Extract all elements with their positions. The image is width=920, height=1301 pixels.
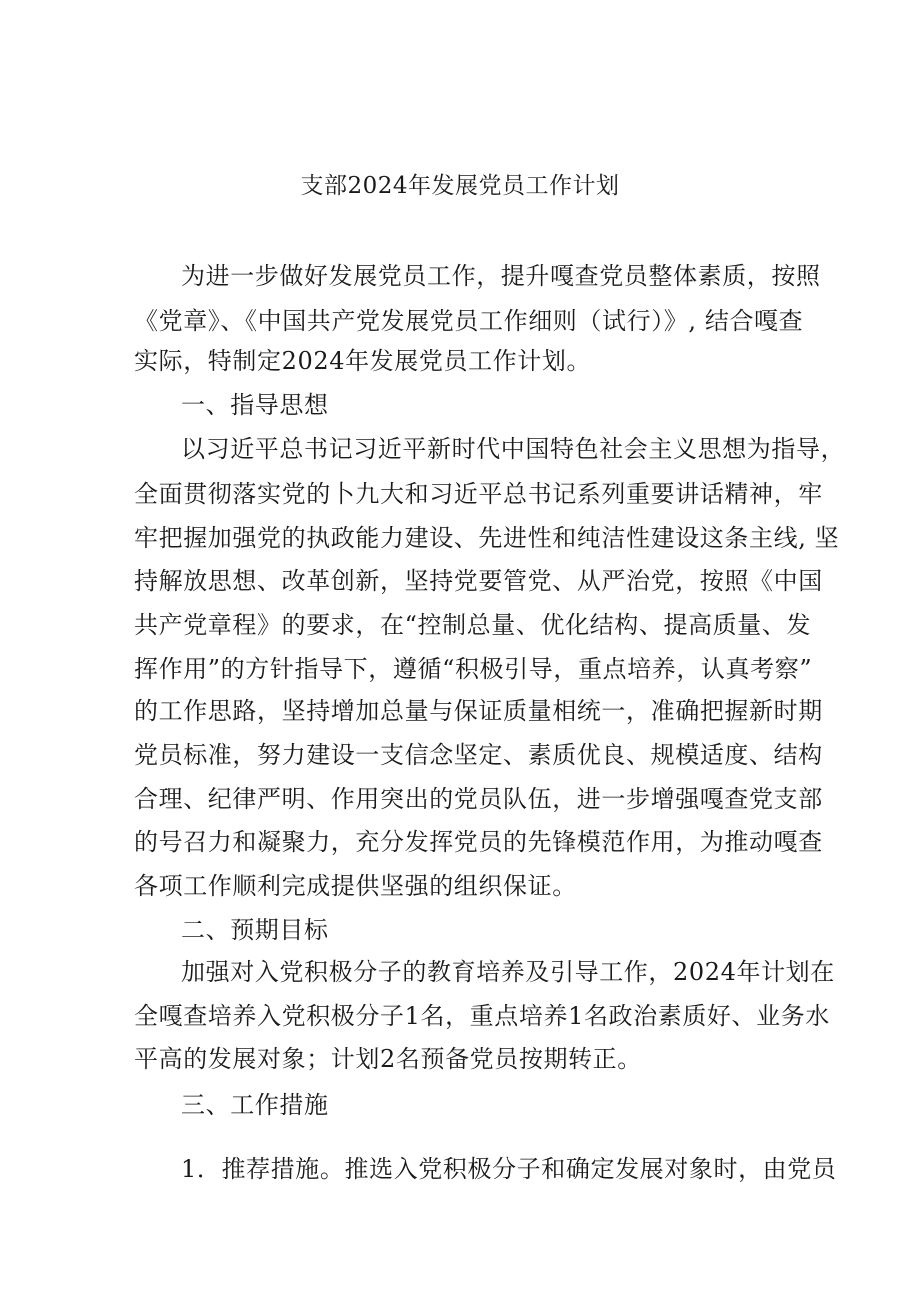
paragraph-line: 牢把握加强党的执政能力建设、先进性和纯洁性建设这条主线, 坚 bbox=[134, 524, 840, 552]
paragraph-line: 加强对入党积极分子的教育培养及引导工作，2024年计划在 bbox=[181, 958, 835, 986]
paragraph-line: 党员标准，努力建设一支信念坚定、素质优良、规模适度、结构 bbox=[134, 741, 823, 769]
document-title: 支部2024年发展党员工作计划 bbox=[300, 173, 620, 199]
paragraph-line: 持解放思想、改革创新，坚持党要管党、从严治党，按照《中国 bbox=[134, 567, 823, 595]
paragraph-line: 共产党章程》的要求，在“控制总量、优化结构、提高质量、发 bbox=[134, 611, 812, 639]
paragraph-line: 全嘎查培养入党积极分子1名，重点培养1名政治素质好、业务水 bbox=[134, 1002, 830, 1030]
paragraph-line: 的号召力和凝聚力，充分发挥党员的先锋模范作用，为推动嘎查 bbox=[134, 828, 823, 856]
paragraph-line: 各项工作顺利完成提供坚强的组织保证。 bbox=[134, 872, 577, 900]
paragraph-line: 实际，特制定2024年发展党员工作计划。 bbox=[134, 347, 592, 375]
section-heading: 一、指导思想 bbox=[181, 391, 329, 419]
section-heading: 三、工作措施 bbox=[181, 1091, 329, 1119]
paragraph-line: 平高的发展对象；计划2名预备党员按期转正。 bbox=[134, 1045, 642, 1073]
paragraph-line: 为进一步做好发展党员工作，提升嘎查党员整体素质，按照 bbox=[181, 262, 821, 290]
paragraph-line: 合理、纪律严明、作用突出的党员队伍，进一步增强嘎查党支部 bbox=[134, 785, 823, 813]
paragraph-line: 1．推荐措施。推选入党积极分子和确定发展对象时，由党员 bbox=[181, 1155, 837, 1183]
paragraph-line: 以习近平总书记习近平新时代中国特色社会主义思想为指导， bbox=[181, 435, 846, 463]
paragraph-line: 的工作思路，坚持增加总量与保证质量相统一，准确把握新时期 bbox=[134, 697, 823, 725]
section-heading: 二、预期目标 bbox=[181, 916, 329, 944]
paragraph-line: 全面贯彻落实党的卜九大和习近平总书记系列重要讲话精神，牢 bbox=[134, 480, 823, 508]
paragraph-line: 《党章》、《中国共产党发展党员工作细则（试行）》, 结合嘎查 bbox=[134, 307, 804, 335]
paragraph-line: 挥作用”的方针指导下，遵循“积极引导，重点培养，认真考察” bbox=[134, 655, 813, 683]
